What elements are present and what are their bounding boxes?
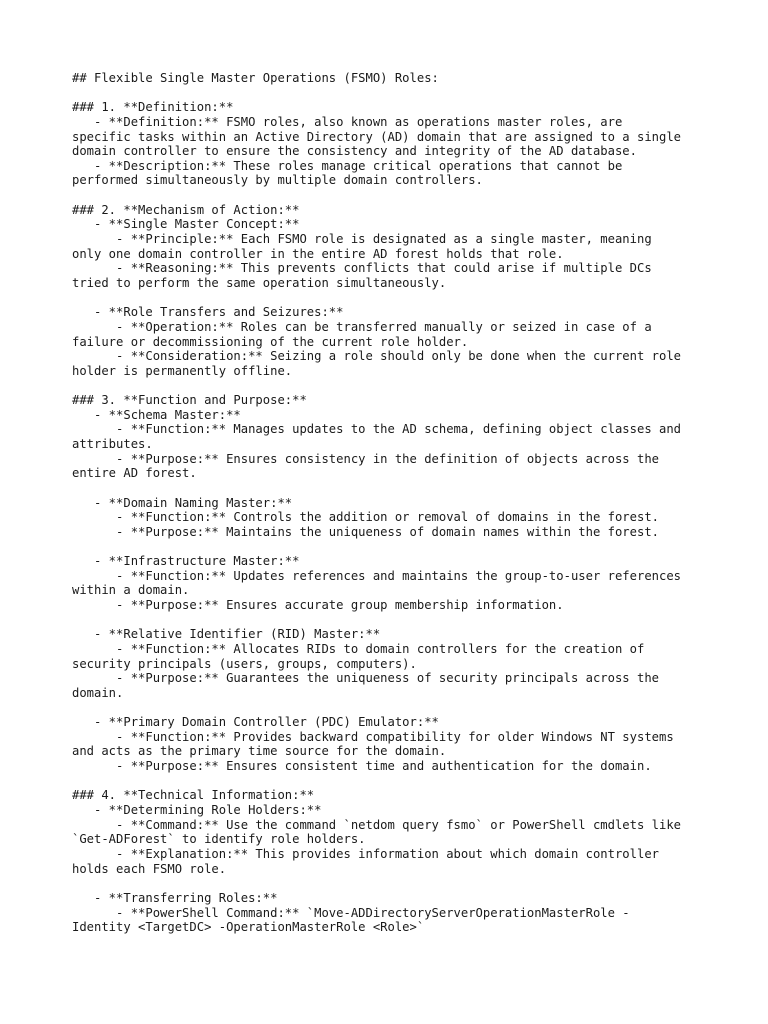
section-heading: ### 3. **Function and Purpose:** [72,393,307,408]
text-line: specific tasks within an Active Directory (AD) domain that are assigned to a single [72,129,682,144]
text-line: - **Relative Identifier (RID) Master:** [72,627,381,642]
text-line: domain controller to ensure the consistency and integrity of the AD database. [72,144,637,159]
text-line: - **Description:** These roles manage critical operations that cannot be [72,158,623,173]
text-line: - **Primary Domain Controller (PDC) Emulator:** [72,715,439,730]
text-line: performed simultaneously by multiple domain controllers. [72,173,483,188]
text-line: - **Purpose:** Ensures consistency in the definition of objects across the [72,451,659,466]
text-line: - **Purpose:** Guarantees the uniqueness of security principals across the [72,671,659,686]
text-line: - **Transferring Roles:** [72,890,278,905]
section-heading: ### 2. **Mechanism of Action:** [72,202,300,217]
document-title: ## Flexible Single Master Operations (FSMO) Roles: [72,71,439,85]
blank-line [72,613,702,628]
blank-line [72,876,702,891]
text-line: - **Function:** Provides backward compatibility for older Windows NT systems [72,729,674,744]
text-line: holds each FSMO role. [72,861,227,876]
text-line: - **Function:** Controls the addition or removal of domains in the forest. [72,510,659,525]
text-line: - **Purpose:** Maintains the uniqueness of domain names within the forest. [72,524,659,539]
blank-line [72,701,702,716]
blank-line [72,86,702,101]
text-line: - **Domain Naming Master:** [72,495,293,510]
text-line: Identity <TargetDC> -OperationMasterRole <Role>` [72,920,425,935]
text-line: - **Role Transfers and Seizures:** [72,305,344,320]
blank-line [72,291,702,306]
text-line: - **Principle:** Each FSMO role is designated as a single master, meaning [72,232,652,247]
blank-line [72,188,702,203]
document-page [72,71,702,935]
text-line: - **Consideration:** Seizing a role should only be done when the current role [72,349,682,364]
text-line: - **Reasoning:** This prevents conflicts that could arise if multiple DCs [72,261,652,276]
text-line: - **Infrastructure Master:** [72,554,300,569]
text-line: - **Function:** Updates references and maintains the group-to-user references [72,568,682,583]
text-line: failure or decommissioning of the current role holder. [72,334,469,349]
blank-line [72,540,702,555]
text-line: only one domain controller in the entire AD forest holds that role. [72,246,564,261]
text-line: - **Function:** Allocates RIDs to domain controllers for the creation of [72,641,645,656]
text-line: - **Determining Role Holders:** [72,803,322,818]
text-line: security principals (users, groups, computers). [72,656,417,671]
text-line: - **Explanation:** This provides information about which domain controller [72,846,659,861]
text-line: tried to perform the same operation simultaneously. [72,275,447,290]
text-line: holder is permanently offline. [72,363,293,378]
text-line: attributes. [72,437,153,452]
text-line: - **PowerShell Command:** `Move-ADDirectoryServerOperationMasterRole - [72,905,630,920]
text-line: - **Purpose:** Ensures consistent time and authentication for the domain. [72,759,652,774]
text-line: - **Operation:** Roles can be transferred manually or seized in case of a [72,319,652,334]
text-line: entire AD forest. [72,466,197,481]
text-line: - **Schema Master:** [72,407,241,422]
section-heading: ### 4. **Technical Information:** [72,788,315,803]
text-line: - **Purpose:** Ensures accurate group membership information. [72,598,564,613]
section-heading: ### 1. **Definition:** [72,100,234,115]
text-line: within a domain. [72,583,190,598]
text-line: - **Definition:** FSMO roles, also known as operations master roles, are [72,114,623,129]
blank-line [72,774,702,789]
text-line: - **Command:** Use the command `netdom query fsmo` or PowerShell cmdlets like [72,817,682,832]
text-line: `Get-ADForest` to identify role holders. [72,832,366,847]
blank-line [72,378,702,393]
text-line: - **Function:** Manages updates to the AD schema, defining object classes and [72,422,682,437]
text-line: - **Single Master Concept:** [72,217,300,232]
text-line: and acts as the primary time source for the domain. [72,744,447,759]
text-line: domain. [72,685,124,700]
blank-line [72,481,702,496]
